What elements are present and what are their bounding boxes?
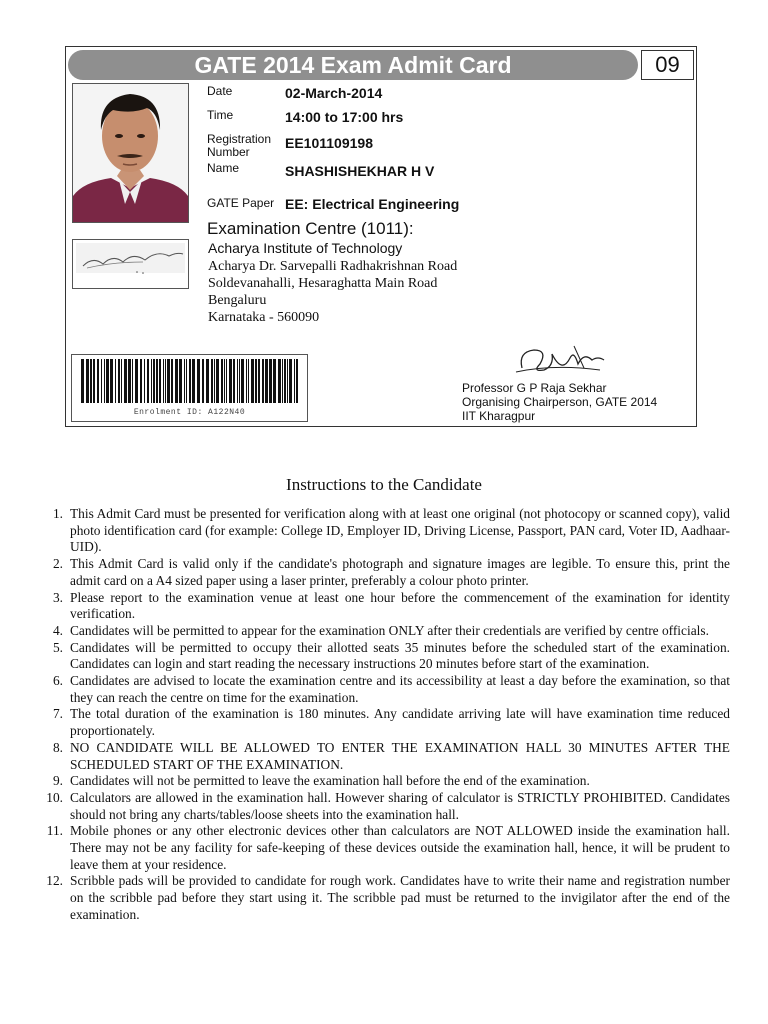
- barcode-bar: [241, 359, 244, 403]
- barcode-bar: [237, 359, 238, 403]
- registration-label-line2: Number: [207, 145, 250, 159]
- barcode-bar: [189, 359, 191, 403]
- exam-centre-name: Acharya Institute of Technology: [208, 240, 403, 256]
- barcode-bar: [106, 359, 109, 403]
- list-item-number: 7.: [52, 706, 63, 722]
- barcode-bar: [90, 359, 92, 403]
- barcode-bar: [140, 359, 142, 403]
- barcode-bar: [221, 359, 223, 403]
- barcode-bar: [226, 359, 227, 403]
- barcode-bar: [110, 359, 113, 403]
- barcode-bar: [239, 359, 240, 403]
- list-item-number: 9.: [52, 773, 63, 789]
- barcode-bar: [246, 359, 247, 403]
- list-item-number: 5.: [52, 639, 63, 655]
- list-item: [52, 706, 730, 739]
- barcode-bar: [265, 359, 268, 403]
- barcode-bar: [269, 359, 272, 403]
- name-label: Name: [207, 161, 240, 175]
- list-item: [46, 873, 730, 923]
- chairperson-institute: IIT Kharagpur: [462, 409, 536, 423]
- list-item-text: Mobile phones or any other electronic devices other than calculators are NOT ALLOWED inside the examination hall. There may not be any facility for safe-keeping of these devices outside the examination hall, hence, it will be prudent to leave them at your residence.: [70, 823, 730, 872]
- date-label: Date: [207, 84, 233, 98]
- barcode-bar: [115, 359, 116, 403]
- barcode-bar: [248, 359, 249, 403]
- enrolment-id: Enrolment ID: A122N40: [133, 408, 246, 417]
- barcode-bar: [159, 359, 161, 403]
- list-item-number: 8.: [52, 739, 63, 755]
- barcode-bar: [97, 359, 99, 403]
- instructions-title: Instructions to the Candidate: [286, 475, 482, 494]
- candidate-signature-mark: [73, 240, 188, 288]
- barcode-bar: [128, 359, 131, 403]
- list-item-number: 6.: [52, 673, 63, 689]
- time-label: Time: [207, 108, 234, 122]
- card-title: GATE 2014 Exam Admit Card: [68, 50, 638, 80]
- exam-centre-address-line: Bengaluru: [208, 293, 267, 308]
- candidate-photo: [72, 83, 189, 223]
- barcode-bar: [93, 359, 95, 403]
- list-item: [52, 739, 730, 773]
- chairperson-designation: Organising Chairperson, GATE 2014: [462, 395, 658, 409]
- barcode-bar: [121, 359, 122, 403]
- barcode-bar: [229, 359, 232, 403]
- list-item: [52, 673, 730, 706]
- barcode-icon: [81, 359, 299, 405]
- exam-centre-address-line: Acharya Dr. Sarvepalli Radhakrishnan Road: [208, 259, 458, 274]
- barcode-bar: [296, 359, 298, 403]
- barcode-bar: [262, 359, 264, 403]
- list-item-number: 12.: [46, 873, 63, 889]
- barcode-bar: [179, 359, 182, 403]
- barcode-bar: [175, 359, 178, 403]
- barcode-bar: [81, 359, 84, 403]
- barcode-bar: [132, 359, 133, 403]
- list-item: [52, 639, 730, 673]
- exam-centre-address-line: Karnataka - 560090: [208, 310, 320, 325]
- barcode-bar: [287, 359, 288, 403]
- list-item-number: 2.: [52, 556, 63, 572]
- admit-card: [65, 46, 697, 427]
- exam-centre-address-line: Soldevanahalli, Hesaraghatta Main Road: [208, 276, 438, 291]
- list-item-text: This Admit Card is valid only if the candidate's photograph and signature images are legible. To ensure this, print the admit card on a A4 sized paper using a laser printer, preferably a colour photo printer.: [70, 556, 730, 588]
- barcode-bar: [216, 359, 219, 403]
- barcode-bar: [197, 359, 200, 403]
- registration-value: EE101109198: [285, 135, 373, 151]
- list-item-text: Candidates will be permitted to appear for the examination ONLY after their credentials are verified by centre officials.: [70, 622, 709, 638]
- barcode-bar: [206, 359, 209, 403]
- list-item-number: 3.: [52, 589, 63, 605]
- barcode-bar: [289, 359, 292, 403]
- barcode-bar: [255, 359, 257, 403]
- barcode-bar: [163, 359, 164, 403]
- list-item: [52, 622, 730, 640]
- barcode-bar: [214, 359, 215, 403]
- gate-paper-value: EE: Electrical Engineering: [285, 196, 460, 212]
- list-item: [52, 773, 730, 790]
- list-item: [46, 789, 730, 823]
- list-item-number: 11.: [46, 823, 63, 839]
- instructions-list: [46, 506, 730, 924]
- list-item-text: Scribble pads will be provided to candidate for rough work. Candidates have to write their name and registration number on the scribble pad before they start using it. The scribble pad must be returned to the invigilator after the end of the examination.: [70, 873, 730, 922]
- barcode-bar: [86, 359, 89, 403]
- barcode-bar: [233, 359, 235, 403]
- barcode-bar: [278, 359, 281, 403]
- gate-paper-label: GATE Paper: [207, 196, 275, 210]
- list-item-text: Candidates will be permitted to occupy their allotted seats 35 minutes before the scheduled start of the examination. Candidates can login and start reading the necessary instructions 20 minutes before start of the examination.: [70, 639, 730, 672]
- barcode-bar: [104, 359, 105, 403]
- registration-label: Registration: [207, 132, 272, 146]
- barcode-bar: [184, 359, 185, 403]
- barcode-bar: [124, 359, 127, 403]
- list-item-text: The total duration of the examination is 180 minutes. Any candidate arriving late will have examination time reduced proportionately.: [70, 706, 730, 739]
- barcode-bar: [192, 359, 195, 403]
- barcode-bar: [165, 359, 166, 403]
- barcode-bar: [284, 359, 286, 403]
- barcode-bar: [251, 359, 254, 403]
- list-item: [52, 589, 730, 623]
- list-item: [52, 556, 730, 589]
- chairperson-signature-icon: [514, 340, 609, 380]
- barcode-bar: [258, 359, 260, 403]
- list-item-text: NO CANDIDATE WILL BE ALLOWED TO ENTER THE EXAMINATION HALL 30 MINUTES AFTER THE SCHEDULED START OF THE EXAMINATION.: [70, 739, 730, 772]
- list-item: [52, 506, 730, 556]
- exam-centre-title: Examination Centre (1011):: [207, 219, 414, 238]
- barcode-bar: [273, 359, 276, 403]
- barcode-bar: [171, 359, 173, 403]
- barcode: [71, 354, 308, 422]
- barcode-bar: [167, 359, 170, 403]
- chairperson-name: Professor G P Raja Sekhar: [462, 381, 607, 395]
- barcode-bar: [186, 359, 187, 403]
- barcode-bar: [135, 359, 138, 403]
- serial-number: 09: [641, 50, 694, 80]
- barcode-bar: [153, 359, 155, 403]
- list-item-text: Please report to the examination venue at least one hour before the commencement of the examination for identity verification.: [70, 589, 730, 622]
- barcode-bar: [151, 359, 152, 403]
- list-item-text: Candidates will not be permitted to leave the examination hall before the end of the examination.: [70, 773, 590, 789]
- barcode-bar: [144, 359, 145, 403]
- candidate-photo-icon: [73, 84, 188, 222]
- barcode-bar: [202, 359, 204, 403]
- date-value: 02-March-2014: [285, 85, 383, 101]
- list-item-text: Calculators are allowed in the examination hall. However sharing of calculator is STRICTLY PROHIBITED. Candidates should not bring any charts/tables/loose sheets into the examination hall.: [70, 789, 730, 822]
- name-value: SHASHISHEKHAR H V: [285, 163, 435, 179]
- barcode-bar: [118, 359, 120, 403]
- list-item: [46, 823, 730, 873]
- list-item-number: 10.: [46, 789, 63, 805]
- list-item-text: This Admit Card must be presented for verification along with at least one original (not photocopy or scanned copy), valid photo identification card (for example: College ID, Employer ID, Driving License, Passport, PAN card, Voter ID, Aadhaar-UID).: [70, 506, 730, 555]
- barcode-bar: [282, 359, 283, 403]
- barcode-bar: [156, 359, 158, 403]
- list-item-number: 4.: [52, 622, 63, 638]
- candidate-signature: [72, 239, 189, 289]
- barcode-bar: [294, 359, 295, 403]
- barcode-bar: [101, 359, 102, 403]
- barcode-bar: [211, 359, 213, 403]
- barcode-bar: [224, 359, 225, 403]
- time-value: 14:00 to 17:00 hrs: [285, 109, 404, 125]
- barcode-bar: [147, 359, 149, 403]
- list-item-number: 1.: [52, 506, 63, 521]
- list-item-text: Candidates are advised to locate the examination centre and its accessibility at least a day before the examination, so that they can reach the centre on time for the examination.: [70, 673, 730, 705]
